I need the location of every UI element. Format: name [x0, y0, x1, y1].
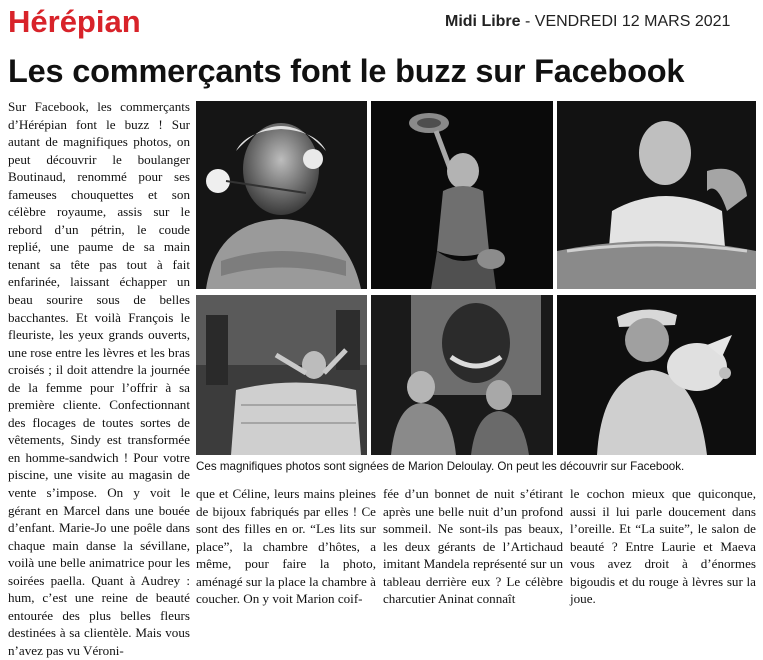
- article-headline: Les commerçants font le buzz sur Facebook: [8, 53, 685, 89]
- photo-caption: Ces magnifiques photos sont signées de Marion Deloulay. On peut les découvrir sur Facebook.: [196, 460, 685, 473]
- photo-baker: [557, 101, 756, 289]
- masthead: [445, 12, 730, 32]
- photo-butcher-pig: [557, 295, 756, 455]
- photo-florist: [196, 101, 367, 289]
- publication-date: - VENDREDI 12 MARS 2021: [520, 13, 731, 30]
- article-column-4: le cochon mieux que quiconque, aussi il lui parle doucement dans l’oreille. Et “La suite”, le salon de beauté ? Entre Laurie et Maeva vous avez droit à d’énormes bigoudis et du rouge à lèvres sur la joue.: [570, 486, 756, 607]
- city-heading: Hérépian: [8, 4, 141, 39]
- article-column-2: que et Céline, leurs mains pleines de bijoux fabriqués par elles ! Ce sont des filles en or. “Les lits sur place”, la chambre d’hôtes, a même, pour faire la photo, aménagé sur la place la chambre à coucher. On y voit Marion coif-: [196, 486, 376, 607]
- photo-bedroom: [196, 295, 367, 455]
- photo-dancer-pans: [371, 101, 553, 289]
- photo-managers-mandela: [371, 295, 553, 455]
- article-column-1: Sur Facebook, les commerçants d’Hérépian font le buzz ! Sur autant de magnifiques photos, on peut découvrir le boulanger Boutinaud, renommé pour ses fameuses chouquettes et son célèbre royaume, assis sur le rebord d’un pétrin, le coude replié, une paume de sa main tenant sa tête pas tout à fait enfarinée, laissant échapper un beau sourire sous de belles bacchantes. Et voilà François le fleuriste, les yeux grands ouverts, une rose entre les lèvres et les bras croisés ; il doit attendre la journée de la femme pour l’offrir à sa première cliente. Confectionnant des flocages de toutes sortes de vêtements, Sindy est transformée en homme-sandwich ! Pour votre piscine, une visite au magasin de vente s’impose. On y voit le gérant en Marcel dans une bouée d’enfant. Marie-Jo une poêle dans chaque main danse la sévillane, voilà une belle animatrice pour les soirées paella. Quant à Audrey : hum, c’est une reine de beauté entourée des plus belles fleurs destinées à sa clientèle. Mais vous n’avez pas vu Véroni-: [8, 99, 190, 658]
- paper-name: Midi Libre: [445, 13, 521, 30]
- article-column-3: fée d’un bonnet de nuit s’étirant après une belle nuit d’un profond sommeil. Ne sont-ils pas beaux, les deux gérants de l’Artichaud imitant Mandela représenté sur un tableau derrière eux ? Le célèbre charcutier Aninat connaît: [383, 486, 563, 607]
